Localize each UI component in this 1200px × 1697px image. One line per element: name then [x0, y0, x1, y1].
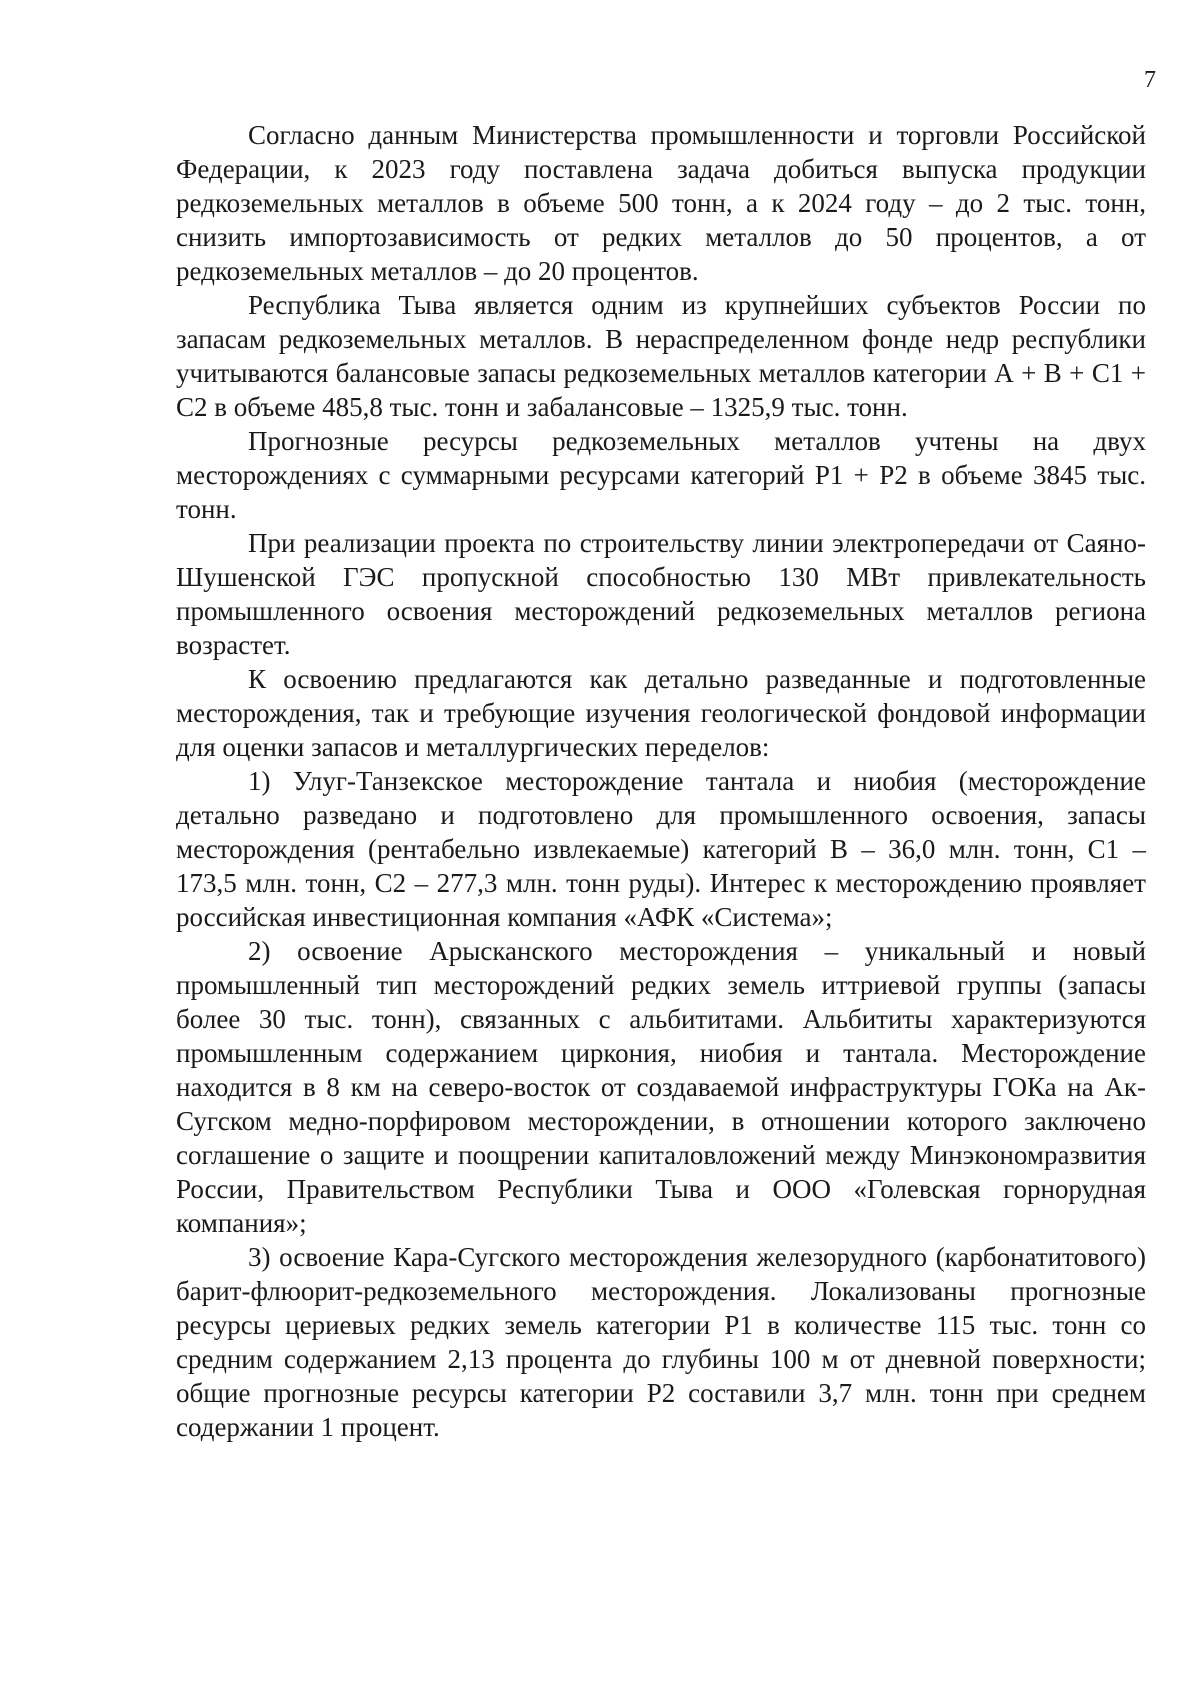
paragraph-development-proposals: К освоению предлагаются как детально разведанные и подготовленные месторождения, так и требующие изучения геологической фондовой информации для оценки запасов и металлургических переделов:: [176, 664, 1146, 762]
list-item-aryskan: 2) освоение Арысканского месторождения – уникальный и новый промышленный тип месторождений редких земель иттриевой группы (запасы более 30 тыс. тонн), связанных с альбититами. Альбититы характеризуются промышленным содержанием циркония, ниобия и тантала. Месторождение находится в 8 км на северо-восток от создаваемой инфраструктуры ГОКа на Ак-Сугском медно-порфировом месторождении, в отношении которого заключено соглашение о защите и поощрении капиталовложений между Минэкономразвития России, Правительством Республики Тыва и ООО «Голевская горнорудная компания»;: [176, 936, 1146, 1238]
paragraph-power-line-project: При реализации проекта по строительству линии электропередачи от Саяно-Шушенской ГЭС пропускной способностью 130 МВт привлекательность промышленного освоения месторождений редкоземельных металлов региона возрастет.: [176, 528, 1146, 660]
paragraph-forecast-resources: Прогнозные ресурсы редкоземельных металлов учтены на двух месторождениях с суммарными ресурсами категорий Р1 + Р2 в объеме 3845 тыс. тонн.: [176, 426, 1146, 524]
paragraph-tyva-reserves: Республика Тыва является одним из крупнейших субъектов России по запасам редкоземельных металлов. В нераспределенном фонде недр республики учитываются балансовые запасы редкоземельных металлов категории А + В + С1 + С2 в объеме 485,8 тыс. тонн и забалансовые – 1325,9 тыс. тонн.: [176, 290, 1146, 422]
document-body: [176, 118, 1146, 1444]
page-number: 7: [1144, 67, 1156, 93]
paragraph-ministry-targets: Согласно данным Министерства промышленности и торговли Российской Федерации, к 2023 году поставлена задача добиться выпуска продукции редкоземельных металлов в объеме 500 тонн, а к 2024 году – до 2 тыс. тонн, снизить импортозависимость от редких металлов до 50 процентов, а от редкоземельных металлов – до 20 процентов.: [176, 120, 1146, 286]
list-item-ulug-tanzek: 1) Улуг-Танзекское месторождение тантала и ниобия (месторождение детально разведано и подготовлено для промышленного освоения, запасы месторождения (рентабельно извлекаемые) категорий В – 36,0 млн. тонн, С1 – 173,5 млн. тонн, С2 – 277,3 млн. тонн руды). Интерес к месторождению проявляет российская инвестиционная компания «АФК «Система»;: [176, 766, 1146, 932]
list-item-kara-sug: 3) освоение Кара-Сугского месторождения железорудного (карбонатитового) барит-флюорит-редкоземельного месторождения. Локализованы прогнозные ресурсы цериевых редких земель категории Р1 в количестве 115 тыс. тонн со средним содержанием 2,13 процента до глубины 100 м от дневной поверхности; общие прогнозные ресурсы категории Р2 составили 3,7 млн. тонн при среднем содержании 1 процент.: [176, 1242, 1146, 1442]
